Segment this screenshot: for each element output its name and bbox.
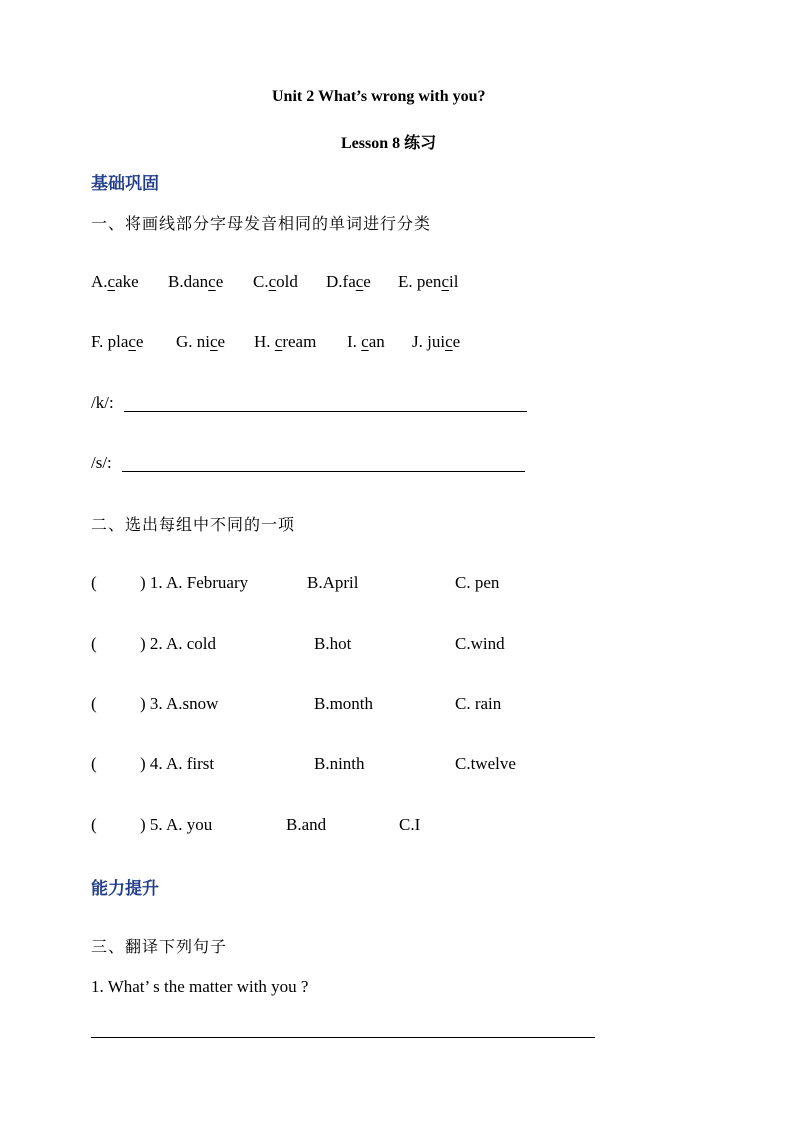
- choice-a: ) 1. A. February: [140, 573, 249, 592]
- choice-a: ) 5. A. you: [140, 815, 213, 834]
- section-heading-advanced: 能力提升: [91, 879, 159, 899]
- choice-c: C.twelve: [455, 754, 516, 773]
- choice-c: C. pen: [455, 573, 500, 592]
- page-subtitle: Lesson 8 练习: [341, 135, 437, 152]
- word-option-f: F. place: [91, 332, 144, 351]
- answer-paren[interactable]: (: [91, 815, 97, 834]
- answer-paren[interactable]: (: [91, 754, 97, 773]
- page-title: Unit 2 What’s wrong with you?: [272, 88, 486, 105]
- word-option-d: D.face: [326, 272, 371, 291]
- word-option-i: I. can: [347, 332, 385, 351]
- sound-s-answer-line[interactable]: [122, 471, 525, 472]
- choice-b: B.and: [286, 815, 327, 834]
- question-1-instruction: 一、将画线部分字母发音相同的单词进行分类: [91, 214, 432, 233]
- word-option-h: H. cream: [254, 332, 317, 351]
- choice-a: ) 3. A.snow: [140, 694, 219, 713]
- choice-c: C.wind: [455, 634, 505, 653]
- choice-c: C. rain: [455, 694, 502, 713]
- choice-c: C.I: [399, 815, 421, 834]
- sound-k-label: /k/:: [91, 393, 114, 412]
- word-option-c: C.cold: [253, 272, 298, 291]
- translation-sentence-1: 1. What’ s the matter with you ?: [91, 977, 309, 996]
- answer-paren[interactable]: (: [91, 634, 97, 653]
- section-heading-basic: 基础巩固: [91, 174, 159, 194]
- sound-s-label: /s/:: [91, 453, 112, 472]
- word-option-a: A.cake: [91, 272, 139, 291]
- question-2-instruction: 二、选出每组中不同的一项: [91, 515, 296, 534]
- choice-a: ) 4. A. first: [140, 754, 215, 773]
- question-3-instruction: 三、翻译下列句子: [91, 937, 228, 956]
- word-option-e: E. pencil: [398, 272, 459, 291]
- choice-b: B.hot: [314, 634, 352, 653]
- choice-a: ) 2. A. cold: [140, 634, 217, 653]
- answer-paren[interactable]: (: [91, 694, 97, 713]
- sound-k-answer-line[interactable]: [124, 411, 527, 412]
- word-option-b: B.dance: [168, 272, 224, 291]
- answer-paren[interactable]: (: [91, 573, 97, 592]
- choice-b: B.ninth: [314, 754, 365, 773]
- choice-b: B.April: [307, 573, 359, 592]
- translation-answer-line[interactable]: [91, 1037, 595, 1038]
- word-option-g: G. nice: [176, 332, 226, 351]
- choice-b: B.month: [314, 694, 374, 713]
- word-option-j: J. juice: [412, 332, 461, 351]
